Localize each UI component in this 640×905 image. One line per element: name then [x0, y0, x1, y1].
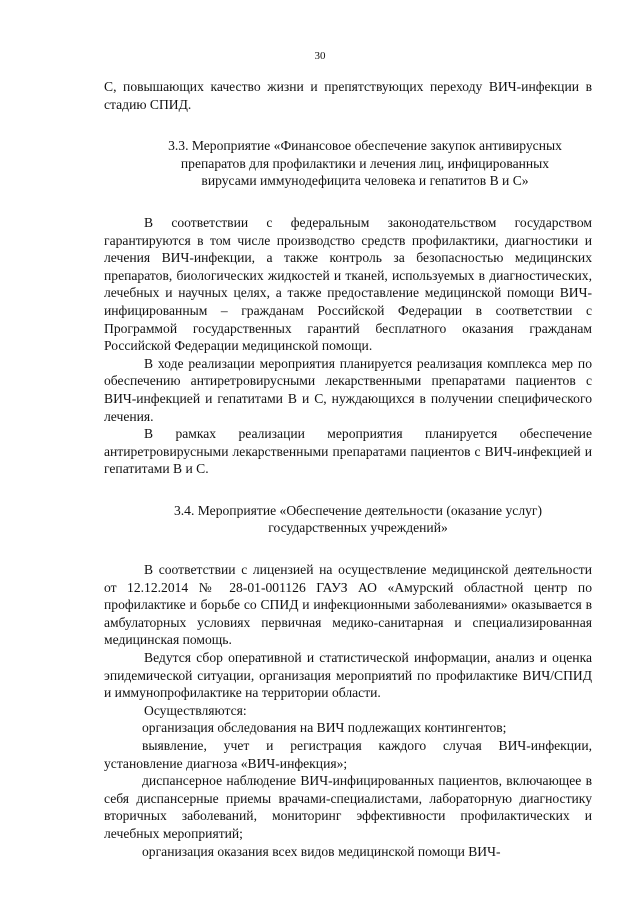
section-3-3-paragraph: В ходе реализации мероприятия планируется реализация комплекса мер по обеспечению антиретровирусными лекарственными препаратами пациентов с ВИЧ-инфекцией и гепатитами В и С, нуждающихся в получении специфического лечения.	[104, 355, 592, 424]
list-item: диспансерное наблюдение ВИЧ-инфицированных пациентов, включающее в себя диспансерные приемы врачами-специалистами, лабораторную диагностику вторичных заболеваний, мониторинг эффективности профилактических и лечебных мероприятий;	[104, 773, 592, 841]
section-3-3-heading: 3.3. Мероприятие «Финансовое обеспечение закупок антивирусных препаратов для профилактики и лечения лиц, инфицированных вирусами иммунодефицита человека и гепатитов В и С»	[168, 138, 562, 189]
section-3-4-heading: 3.4. Мероприятие «Обеспечение деятельности (оказание услуг) государственных учреждений»	[173, 502, 543, 536]
page-number: 30	[314, 50, 326, 62]
page-content	[104, 78, 592, 860]
intro-paragraph: С, повышающих качество жизни и препятствующих переходу ВИЧ-инфекции в стадию СПИД.	[104, 79, 592, 112]
section-3-4-paragraph: В соответствии с лицензией на осуществление медицинской деятельности от 12.12.2014 № 28-01-001126 ГАУЗ АО «Амурский областной центр по профилактике и борьбе со СПИД и инфекционными заболеваниями» оказывается в амбулаторных условиях первичная медико-санитарная и специализированная медицинская помощь.	[104, 562, 592, 648]
list-item: выявление, учет и регистрация каждого случая ВИЧ-инфекции, установление диагноза «ВИЧ-инфекция»;	[104, 738, 592, 771]
section-3-3-paragraph: В соответствии с федеральным законодательством государством гарантируются в том числе производство средств профилактики, диагностики и лечения ВИЧ-инфекции, а также контроль за безопасностью медицинских препаратов, биологических жидкостей и тканей, используемых в диагностических, лечебных и научных целях, а также предоставление медицинской помощи ВИЧ-инфицированным – гражданам Российской Федерации в соответствии с Программой государственных гарантий бесплатного оказания гражданам Российской Федерации медицинской помощи.	[104, 214, 592, 354]
section-3-4-paragraph: Осуществляются:	[144, 702, 247, 718]
section-3-4-paragraph: Ведутся сбор оперативной и статистической информации, анализ и оценка эпидемической ситуации, организация мероприятий по профилактике ВИЧ/СПИД и иммунопрофилактике на территории области.	[104, 650, 592, 701]
list-item: организация обследования на ВИЧ подлежащих контингентов;	[142, 720, 507, 736]
section-3-3-paragraph: В рамках реализации мероприятия планируется обеспечение антиретровирусными лекарственными препаратами пациентов с ВИЧ-инфекцией и гепатитами В и С.	[104, 426, 592, 477]
list-item: организация оказания всех видов медицинской помощи ВИЧ-	[142, 843, 501, 859]
